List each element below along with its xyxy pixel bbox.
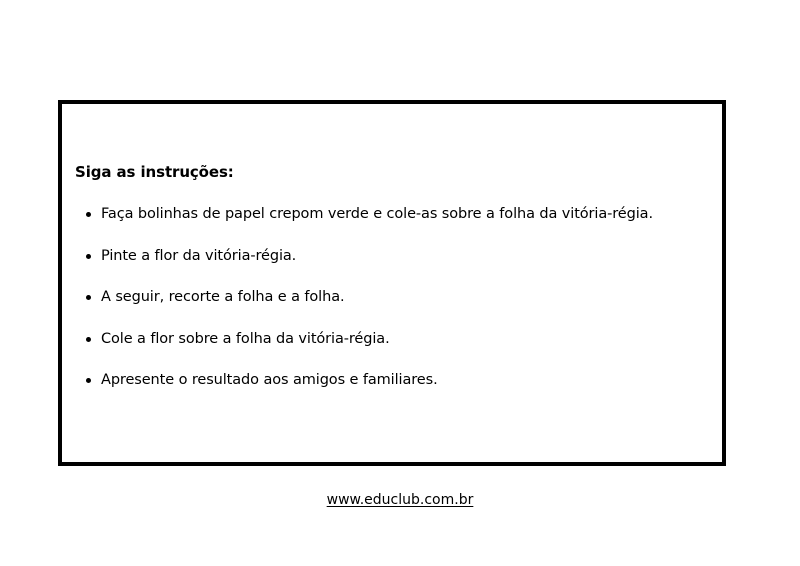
list-item-text: Pinte a flor da vitória-régia. bbox=[101, 247, 297, 264]
bullet-icon bbox=[86, 337, 91, 342]
list-item-text: Cole a flor sobre a folha da vitória-régia. bbox=[101, 330, 390, 347]
list-item bbox=[62, 371, 653, 413]
website-link[interactable]: www.educlub.com.br bbox=[326, 492, 474, 508]
list-item-text: A seguir, recorte a folha e a folha. bbox=[101, 289, 345, 305]
list-item bbox=[62, 247, 653, 289]
list-item bbox=[62, 205, 653, 247]
bullet-icon bbox=[86, 378, 91, 383]
bullet-icon bbox=[86, 254, 91, 259]
list-item bbox=[62, 330, 653, 372]
list-item-text: Apresente o resultado aos amigos e familiares. bbox=[101, 372, 438, 388]
instructions-box bbox=[58, 100, 726, 466]
list-item bbox=[62, 288, 653, 330]
bullet-icon bbox=[86, 212, 91, 217]
bullet-icon bbox=[86, 295, 91, 300]
instructions-heading: Siga as instruções: bbox=[75, 163, 234, 181]
list-item-text: Faça bolinhas de papel crepom verde e cole-as sobre a folha da vitória-régia. bbox=[101, 206, 653, 222]
instructions-list bbox=[62, 205, 653, 413]
